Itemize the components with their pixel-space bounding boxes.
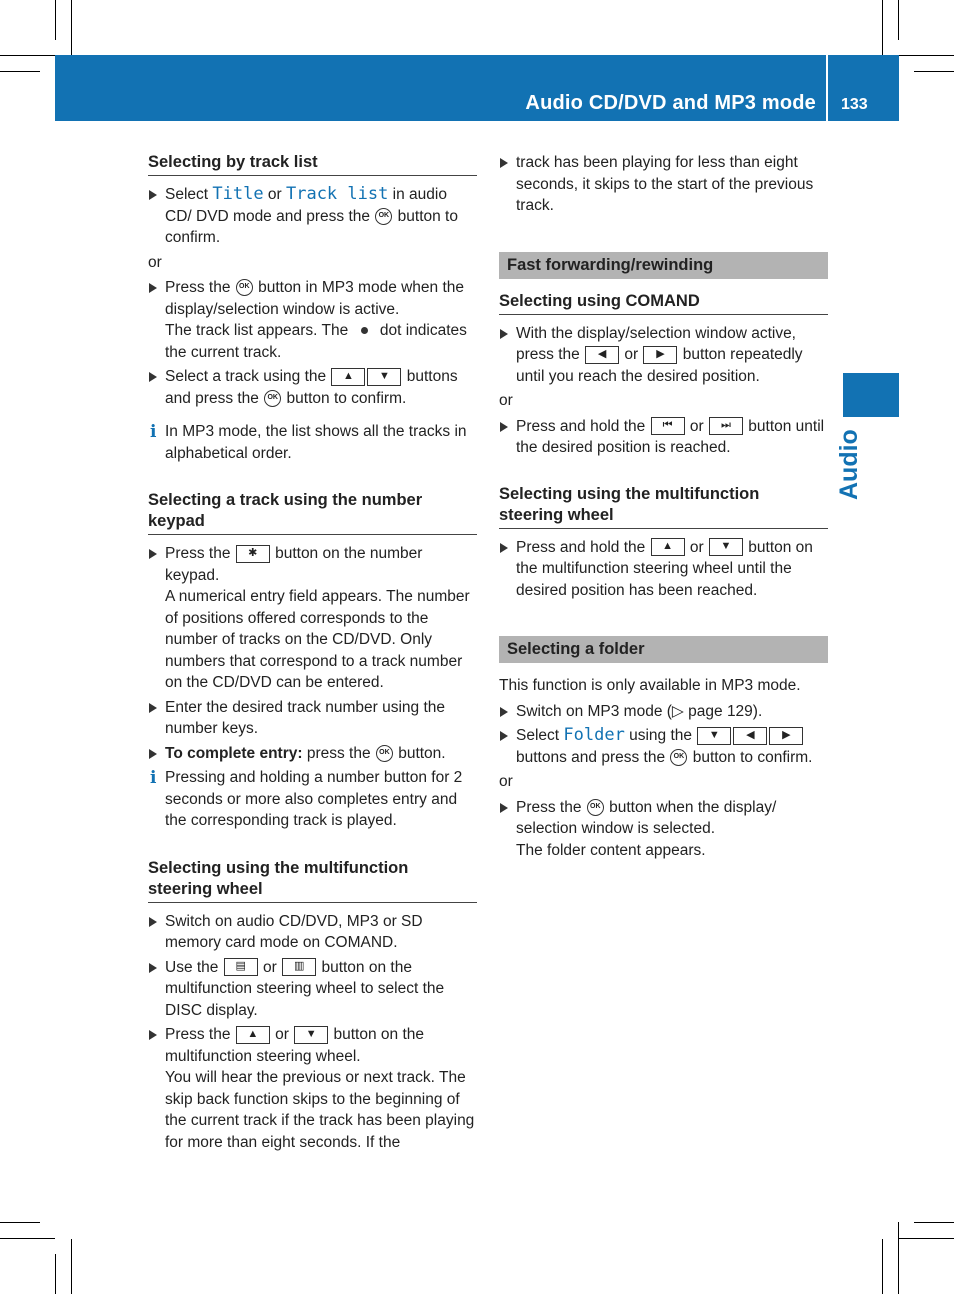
side-tab [843, 373, 899, 417]
crop-mark [899, 1238, 954, 1239]
step-text: or [270, 1026, 294, 1043]
display-title: Title [212, 184, 264, 204]
step-text: button on the multifunction steering wheel until the desired position has been reached. [516, 538, 813, 599]
skip-forward-button-icon: ⏭ [709, 417, 743, 435]
ok-button-icon: OK [376, 745, 393, 762]
step-text: using the [624, 727, 697, 744]
display-folder: Folder [563, 725, 625, 745]
step-result: dot indicates the current track. [165, 322, 467, 361]
step-complete-entry [148, 743, 477, 765]
info-text: In MP3 mode, the list shows all the tracks in alphabetical order. [165, 423, 467, 462]
down-button-icon: ▼ [697, 727, 731, 745]
page-number: 133 [841, 96, 868, 113]
crop-mark [0, 55, 55, 56]
skip-back-button-icon: ⏮ [651, 417, 685, 435]
right-button-icon: ▶ [769, 727, 803, 745]
down-button-icon: ▼ [367, 368, 401, 386]
step-text: button. [393, 744, 446, 762]
step-text: button to confirm. [165, 207, 458, 246]
right-button-icon: ▶ [643, 346, 677, 364]
step-text: or [685, 538, 708, 556]
step-text: press the [302, 744, 375, 762]
crop-mark [914, 1222, 954, 1223]
info-note [148, 767, 477, 832]
forward-window-button-icon: ▥ [282, 958, 316, 976]
continuation-text [499, 152, 828, 217]
or-label: or [148, 253, 162, 271]
up-button-icon: ▲ [331, 368, 365, 386]
step-text: button in MP3 mode when the display/selection window is active. [165, 279, 465, 318]
step-text: Press the [165, 279, 235, 296]
heading-steering-wheel-ff: Selecting using the multifunction steering wheel [499, 484, 828, 529]
step-press-up-down [148, 1024, 477, 1153]
step-text: in audio CD/ DVD mode and press the [165, 186, 447, 225]
step-enter-number: Enter the desired track number using the number keys. [148, 697, 477, 740]
side-tab-label: Audio [835, 429, 863, 500]
step-text: button repeatedly until you reach the desired position. [516, 346, 803, 385]
crop-mark [882, 1239, 883, 1294]
step-text: button to confirm. [688, 748, 813, 766]
step-text: Select [165, 186, 213, 203]
right-column [499, 152, 828, 864]
step-press-star [148, 543, 477, 694]
step-use-buttons [148, 957, 477, 1022]
step-result: A numerical entry field appears. The number of positions offered corresponds to the number of tracks on the CD/DVD. Only numbers that correspond to a track number on the CD/DVD can be entered. [165, 588, 470, 691]
left-column [148, 152, 477, 1156]
step-text: or [620, 346, 643, 363]
step-text: buttons and press the [165, 368, 458, 407]
page-title: Audio CD/DVD and MP3 mode [525, 92, 816, 114]
step-result: The folder content appears. [516, 841, 706, 859]
or-label: or [499, 773, 513, 790]
step-text: Select a track using the [165, 368, 331, 385]
up-button-icon: ▲ [651, 538, 685, 556]
step-text: button to confirm. [282, 389, 407, 407]
step-text: Press and hold the [516, 417, 650, 435]
section-band-folder: Selecting a folder [499, 636, 828, 663]
crop-mark [0, 1238, 55, 1239]
display-track-list: Track list [285, 184, 389, 204]
info-note [148, 421, 477, 464]
crop-mark [898, 0, 899, 40]
dot-indicator-icon [361, 327, 368, 334]
ok-button-icon: OK [587, 799, 604, 816]
step-text: or [263, 186, 286, 203]
back-window-button-icon: ▤ [224, 958, 258, 976]
step-label: To complete entry: [165, 744, 303, 762]
crop-mark [899, 55, 954, 56]
down-button-icon: ▼ [294, 1026, 328, 1044]
info-icon: i [150, 768, 157, 788]
crop-mark [914, 71, 954, 72]
step-result: track has been playing for less than eight seconds, it skips to the start of the previous track. [516, 154, 814, 214]
step-select-track [148, 366, 477, 409]
step-text: Press the [516, 798, 586, 816]
heading-number-keypad: Selecting a track using the number keypad [148, 490, 477, 535]
heading-comand: Selecting using COMAND [499, 291, 828, 315]
folder-intro: This function is only available in MP3 mode. [499, 677, 801, 694]
crop-mark [55, 1254, 56, 1294]
star-button-icon: ✱ [236, 545, 270, 563]
step-text: button when the display/ selection window is selected. [516, 798, 777, 837]
step-text: buttons and press the [516, 748, 670, 766]
crop-mark [0, 1222, 40, 1223]
crop-mark [882, 0, 883, 55]
step-switch-on: Switch on audio CD/DVD, MP3 or SD memory card mode on COMAND. [148, 911, 477, 954]
ok-button-icon: OK [236, 279, 253, 296]
section-band-fast-forward: Fast forwarding/rewinding [499, 252, 828, 279]
header-divider [826, 55, 828, 121]
heading-steering-wheel: Selecting using the multifunction steering wheel [148, 858, 477, 903]
ok-button-icon: OK [670, 749, 687, 766]
ok-button-icon: OK [264, 390, 281, 407]
step-text: button until the desired position is reached. [516, 417, 825, 456]
ok-button-icon: OK [375, 208, 392, 225]
step-result: You will hear the previous or next track. The skip back function skips to the beginning of the current track if the track has been playing for more than eight seconds. If the [165, 1069, 475, 1151]
step-press-ok-folder [499, 797, 828, 862]
left-button-icon: ◀ [585, 346, 619, 364]
step-text: button on the multifunction steering wheel to select the DISC display. [165, 958, 445, 1019]
step-text: With the display/selection window active, press the [516, 324, 796, 363]
crop-mark [71, 0, 72, 55]
or-label: or [499, 392, 513, 409]
heading-track-list: Selecting by track list [148, 152, 477, 176]
step-text: or [258, 958, 282, 976]
step-press-ok-mp3 [148, 277, 477, 363]
left-button-icon: ◀ [733, 727, 767, 745]
crop-mark [0, 71, 40, 72]
step-press-hold-skip [499, 416, 828, 459]
step-text: button on the multifunction steering wheel. [165, 1026, 424, 1065]
crop-mark [71, 1239, 72, 1294]
step-press-left-right [499, 323, 828, 388]
crop-mark [898, 1222, 899, 1294]
step-select-title [148, 184, 477, 249]
info-icon: i [150, 422, 157, 442]
step-text: Press the [165, 545, 235, 562]
step-switch-mp3: Switch on MP3 mode (▷ page 129). [499, 701, 828, 723]
step-text: Use the [165, 958, 223, 976]
step-select-folder [499, 725, 828, 768]
step-text: Select [516, 727, 564, 744]
up-button-icon: ▲ [236, 1026, 270, 1044]
step-text: or [685, 417, 708, 435]
step-result: The track list appears. The [165, 322, 353, 339]
step-press-hold-up-down [499, 537, 828, 602]
step-text: button on the number keypad. [165, 545, 423, 584]
step-text: Press and hold the [516, 538, 650, 556]
down-button-icon: ▼ [709, 538, 743, 556]
crop-mark [55, 0, 56, 40]
info-text: Pressing and holding a number button for 2 seconds or more also completes entry and the corresponding track is played. [165, 769, 463, 829]
step-text: Press the [165, 1026, 235, 1043]
